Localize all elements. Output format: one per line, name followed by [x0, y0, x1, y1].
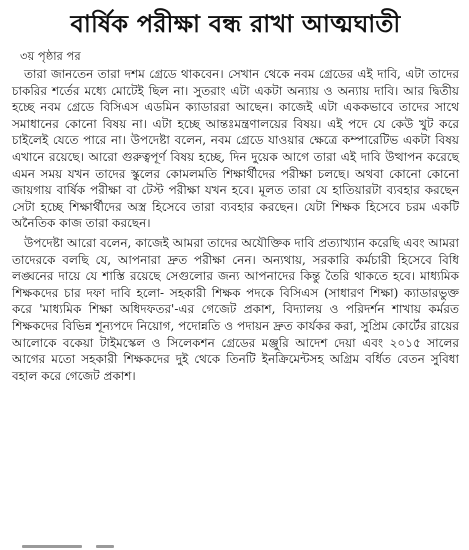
- continued-from-label: ৩য় পৃষ্ঠার পর: [20, 49, 81, 63]
- cropped-glyphs: [96, 545, 114, 548]
- paragraph-1: তারা জানতেন তারা দশম গ্রেডে থাকবেন। সেখান থেকে নবম গ্রেডের এই দাবি, এটা তাদের চাকরির শর্তের মধ্যে মোটেই ছিল না। সুতরাং এটা একটা অন্যায় ও অন্যায় দাবি। আর দ্বিতীয় হচ্ছে নবম গ্রেডে বিসিএস এডমিন ক্যাডাররা আছেন। কাজেই এটা এককভাবে তাদের সাথে সমাধানের কোনো বিষয় না। এটা হচ্ছে আন্তঃমন্ত্রণালয়ের বিষয়। এই পদে যে কেউ খুট করে চাইলেই যেতে পারে না। উপদেষ্টা বলেন, নবম গ্রেডে যাওয়ার ক্ষেত্রে কম্পারেটিভ একটা বিষয় এখানে রয়েছে। আরো গুরুত্বপূর্ণ বিষয় হচ্ছে, দিন দুয়েক আগে তারা এই দাবি উত্থাপন করেছে এমন সময় যখন তাদের স্কুলের কোমলমতি শিক্ষার্থীদের পরীক্ষা চলছে। অথবা কোনো কোনো জায়গায় বার্ষিক পরীক্ষা বা টেস্ট পরীক্ষা যখন হবে। মূলত তারা যে হাতিয়ারটা ব্যবহার করছেন সেটা হচ্ছে শিক্ষার্থীদের অস্ত্র হিসেবে তারা ব্যবহার করছেন। যেটা শিক্ষক হিসেবে চরম একটি অনৈতিক কাজ তারা করছেন।: [12, 67, 459, 231]
- cropped-glyphs: [22, 545, 82, 548]
- article-body: [12, 66, 459, 384]
- headline: বার্ষিক পরীক্ষা বন্ধ রাখা আত্মঘাতী: [70, 10, 401, 38]
- paragraph-2: উপদেষ্টা আরো বলেন, কাজেই আমরা তাদের অযৌক্তিক দাবি প্রত্যাখ্যান করেছি এবং আমরা তাদেরকে বলছি যে, আপনারা দ্রুত পরীক্ষা নেন। অন্যথায়, সরকারি কর্মচারী হিসেবে বিধি লঙ্ঘনের দায়ে যে শাস্তি রয়েছে সেগুলোর জন্য আপনাদের কিন্তু তৈরি থাকতে হবে। মাধ্যমিক শিক্ষকদের চার দফা দাবি হলো- সহকারী শিক্ষক পদকে বিসিএস (সাধারণ শিক্ষা) ক্যাডারভুক্ত করে 'মাধ্যমিক শিক্ষা অধিদফতর'-এর গেজেট প্রকাশ, বিদ্যালয় ও পরিদর্শন শাখায় কর্মরত শিক্ষকদের বিভিন্ন শূন্যপদে নিয়োগ, পদোন্নতি ও পদায়ন দ্রুত কার্যকর করা, সুপ্রিম কোর্টের রায়ের আলোকে বকেয়া টাইমস্কেল ও সিলেকশন গ্রেডের মঞ্জুরি আদেশ দেয়া এবং ২০১৫ সালের আগের মতো সহকারী শিক্ষকদের দুই থেকে তিনটি ইনক্রিমেন্টসহ অগ্রিম বর্ধিত বেতন সুবিধা বহাল করে গেজেট প্রকাশ।: [12, 235, 459, 383]
- cropped-next-line-fragment: [0, 542, 469, 550]
